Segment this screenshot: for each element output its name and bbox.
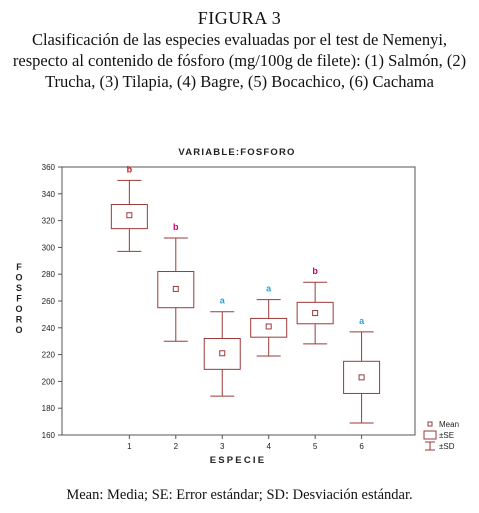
box-item [158, 222, 194, 341]
y-tick-label: 340 [41, 189, 55, 199]
group-letter: a [266, 283, 272, 294]
y-axis-label-letter: F [16, 262, 22, 272]
x-tick-label: 3 [220, 442, 225, 451]
box-item [204, 296, 240, 396]
y-tick-label: 360 [41, 163, 55, 172]
legend-mean-label: Mean [439, 420, 460, 429]
box-item [111, 164, 147, 251]
x-tick-label: 5 [312, 442, 318, 451]
legend-sd-label: ±SD [439, 442, 455, 451]
mean-marker [359, 375, 364, 380]
box-plot-chart [0, 138, 479, 483]
y-tick-label: 160 [41, 431, 55, 440]
y-tick-label: 300 [41, 243, 55, 253]
mean-marker [127, 213, 132, 218]
box-item [297, 266, 333, 344]
y-axis-label-letter: O [15, 272, 23, 283]
y-axis-label [15, 262, 22, 335]
mean-marker [220, 351, 225, 356]
figure-caption [0, 8, 479, 92]
x-tick-label: 1 [127, 442, 132, 451]
y-tick-label: 180 [41, 404, 55, 414]
figure-number: FIGURA 3 [197, 8, 282, 28]
x-tick-label: 4 [266, 442, 271, 451]
x-axis [127, 435, 364, 451]
y-tick-label: 220 [41, 350, 55, 360]
y-axis-label-letter: R [15, 314, 23, 325]
mean-marker [313, 311, 318, 316]
y-tick-label: 200 [41, 377, 55, 387]
group-letter: a [359, 315, 365, 326]
y-tick-label: 280 [41, 270, 55, 280]
y-axis-label-letter: O [15, 325, 23, 335]
mean-marker [266, 324, 271, 329]
y-tick-label: 240 [41, 323, 55, 333]
group-letter: b [173, 222, 179, 233]
chart-title: VARIABLE:FOSFORO [178, 147, 296, 158]
box-item [251, 284, 287, 356]
y-axis-label-letter: F [16, 293, 22, 304]
figure-footnote: Mean: Media; SE: Error estándar; SD: Desviación estándar. [66, 487, 413, 503]
group-letter: b [126, 164, 133, 175]
y-tick-label: 320 [41, 216, 55, 226]
x-axis-label: ESPECIE [209, 455, 267, 466]
box-series [111, 164, 379, 423]
y-axis-label-letter: S [15, 283, 23, 293]
chart-legend [424, 420, 459, 451]
group-letter: a [219, 295, 225, 306]
group-letter: b [312, 266, 318, 277]
legend-se-label: ±SE [439, 431, 455, 440]
x-tick-label: 6 [359, 442, 364, 451]
y-tick-label: 260 [41, 297, 55, 306]
box-item [344, 316, 380, 423]
legend-se-marker [424, 431, 436, 439]
y-axis [42, 163, 62, 440]
legend-mean-marker [428, 422, 432, 426]
figure-description: Clasificación de las especies evaluadas por el test de Nemenyi, respecto al contenido de fósforo (mg/100g de filete): (1) Salmón, (2) Trucha, (3) Tilapia, (4) Bagre, (5) Bocachico, (6) Cachama [12, 30, 467, 91]
x-tick-label: 2 [173, 442, 179, 451]
mean-marker [173, 286, 178, 291]
y-axis-label-letter: O [15, 304, 23, 314]
